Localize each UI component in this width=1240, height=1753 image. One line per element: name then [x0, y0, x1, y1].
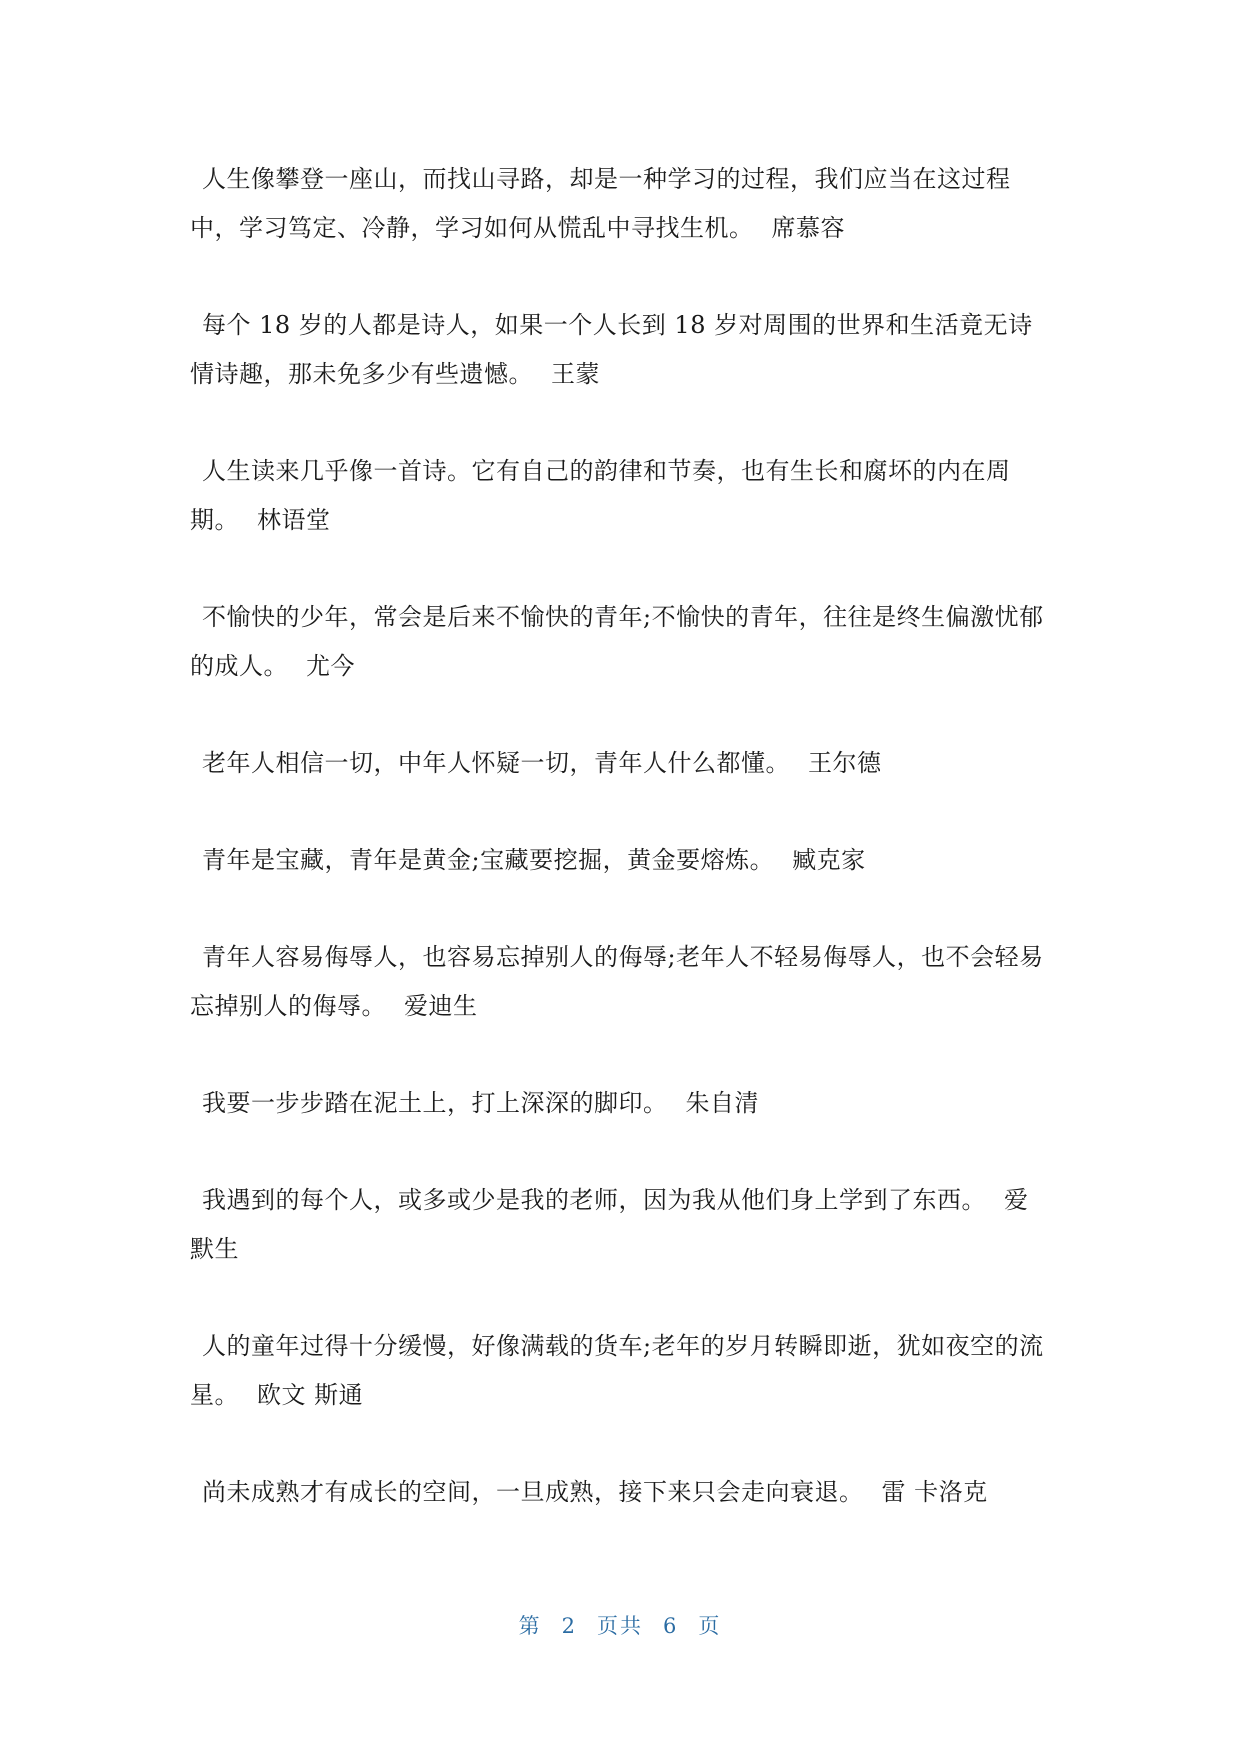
quote-list: [190, 155, 1050, 1565]
quote-author: 臧克家: [792, 846, 866, 874]
quote-item: [190, 1079, 1050, 1128]
quote-author: 席慕容: [771, 214, 845, 242]
quote-item: [190, 593, 1050, 691]
quote-text: 人的童年过得十分缓慢，好像满载的货车;老年的岁月转瞬即逝，犹如夜空的流星。: [190, 1332, 1044, 1409]
quote-item: [190, 1176, 1050, 1274]
quote-author: 爱迪生: [404, 992, 478, 1020]
quote-item: [190, 301, 1050, 399]
quote-item: [190, 739, 1050, 788]
quote-item: [190, 1468, 1050, 1517]
quote-author: 林语堂: [257, 506, 331, 534]
current-page-number: 2: [561, 1614, 577, 1638]
quote-text: 人生像攀登一座山，而找山寻路，却是一种学习的过程，我们应当在这过程中，学习笃定、冷静，学习如何从慌乱中寻找生机。: [190, 165, 1011, 242]
quote-item: [190, 447, 1050, 545]
quote-item: [190, 933, 1050, 1031]
quote-author: 爱默生: [190, 1186, 1029, 1263]
quote-author: 王蒙: [551, 360, 600, 388]
quote-text: 我遇到的每个人，或多或少是我的老师，因为我从他们身上学到了东西。: [202, 1186, 986, 1214]
quote-text: 每个 18 岁的人都是诗人，如果一个人长到 18 岁对周围的世界和生活竟无诗情诗趣，那未免多少有些遗憾。: [190, 311, 1033, 388]
quote-text: 人生读来几乎像一首诗。它有自己的韵律和节奏，也有生长和腐坏的内在周期。: [190, 457, 1011, 534]
quote-item: [190, 155, 1050, 253]
quote-author: 王尔德: [808, 749, 882, 777]
total-pages-number: 6: [663, 1614, 679, 1638]
quote-text: 老年人相信一切，中年人怀疑一切，青年人什么都懂。: [202, 749, 790, 777]
quote-author: 欧文 斯通: [257, 1381, 364, 1409]
quote-item: [190, 836, 1050, 885]
page-mid: 页共: [597, 1614, 643, 1638]
page-prefix: 第: [518, 1614, 542, 1638]
quote-author: 尤今: [306, 652, 355, 680]
page-suffix: 页: [698, 1614, 722, 1638]
quote-text: 我要一步步踏在泥土上，打上深深的脚印。: [202, 1089, 668, 1117]
quote-item: [190, 1322, 1050, 1420]
quote-text: 青年人容易侮辱人，也容易忘掉别人的侮辱;老年人不轻易侮辱人，也不会轻易忘掉别人的侮辱。: [190, 943, 1044, 1020]
quote-text: 尚未成熟才有成长的空间，一旦成熟，接下来只会走向衰退。: [202, 1478, 864, 1506]
quote-text: 青年是宝藏，青年是黄金;宝藏要挖掘，黄金要熔炼。: [202, 846, 775, 874]
quote-author: 雷 卡洛克: [881, 1478, 988, 1506]
quote-text: 不愉快的少年，常会是后来不愉快的青年;不愉快的青年，往往是终生偏激忧郁的成人。: [190, 603, 1044, 680]
page-footer: [0, 1610, 1240, 1640]
quote-author: 朱自清: [685, 1089, 759, 1117]
